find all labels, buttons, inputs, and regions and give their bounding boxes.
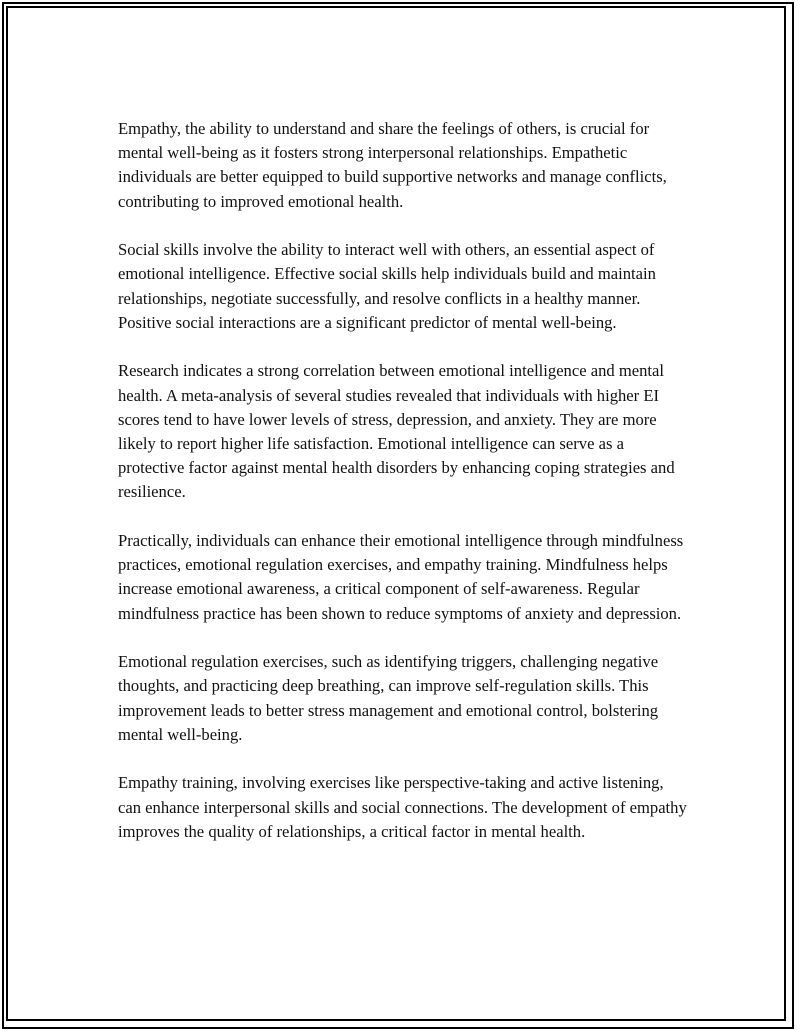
paragraph-empathy: Empathy, the ability to understand and share the feelings of others, is crucial for mental well-being as it fosters strong interpersonal relationships. Empathetic individuals are better equipped to build supportive networks and manage conflicts, contributing to improved emotional health. <box>118 119 667 211</box>
document-body <box>118 117 690 868</box>
paragraph-empathy-training: Empathy training, involving exercises like perspective-taking and active listening, can enhance interpersonal skills and social connections. The development of empathy improves the quality of relationships, a critical factor in mental health. <box>118 773 687 841</box>
paragraph-social-skills: Social skills involve the ability to interact well with others, an essential aspect of emotional intelligence. Effective social skills help individuals build and maintain relationships, negotiate successfully, and resolve conflicts in a healthy manner. Positive social interactions are a significant predictor of mental well-being. <box>118 240 656 332</box>
paragraph-research: Research indicates a strong correlation between emotional intelligence and mental health. A meta-analysis of several studies revealed that individuals with higher EI scores tend to have lower levels of stress, depression, and anxiety. They are more likely to report higher life satisfaction. Emotional intelligence can serve as a protective factor against mental health disorders by enhancing coping strategies and resilience. <box>118 361 675 502</box>
paragraph-mindfulness: Practically, individuals can enhance their emotional intelligence through mindfulness practices, emotional regulation exercises, and empathy training. Mindfulness helps increase emotional awareness, a critical component of self-awareness. Regular mindfulness practice has been shown to reduce symptoms of anxiety and depression. <box>118 531 684 623</box>
paragraph-emotional-regulation: Emotional regulation exercises, such as identifying triggers, challenging negative thoughts, and practicing deep breathing, can improve self-regulation skills. This improvement leads to better stress management and emotional control, bolstering mental well-being. <box>118 652 659 744</box>
